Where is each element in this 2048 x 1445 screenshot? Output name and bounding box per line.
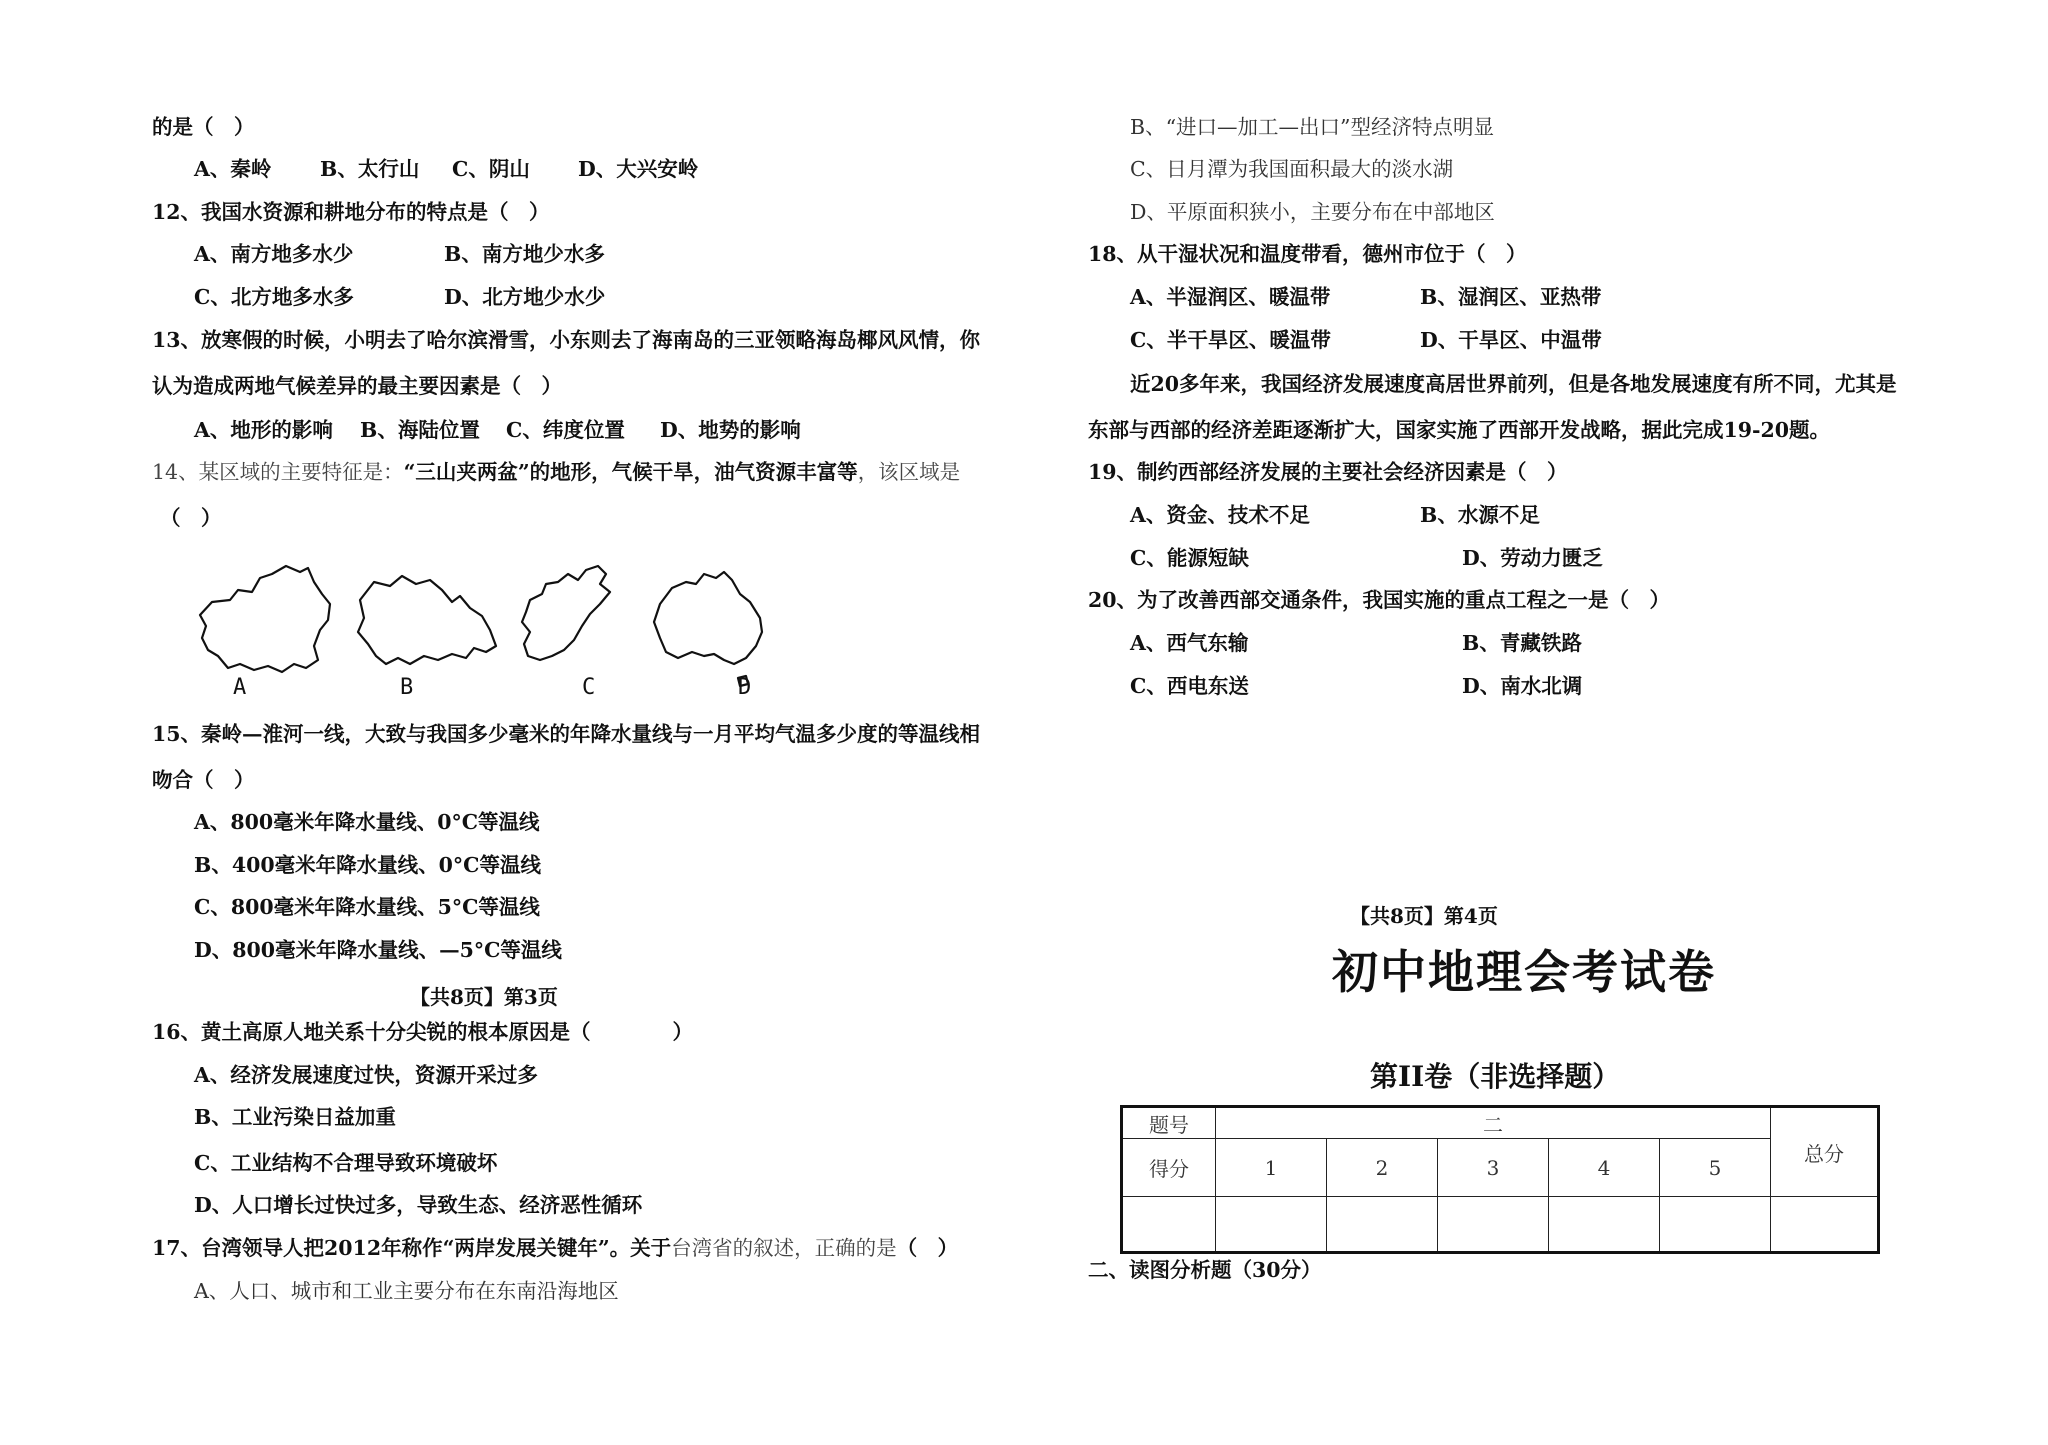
q15-option-c: C、800毫米年降水量线、5°C等温线 — [194, 895, 540, 919]
q19-option-b: B、水源不足 — [1420, 503, 1540, 527]
q20-option-b: B、青藏铁路 — [1462, 631, 1582, 655]
q17-option-b: B、“进口—加工—出口”型经济特点明显 — [1130, 115, 1495, 139]
q11-option-b: B、太行山 — [320, 157, 420, 181]
map-outline-d — [654, 572, 762, 686]
q16-option-b: B、工业污染日益加重 — [194, 1105, 396, 1129]
q11-option-a: A、秦岭 — [194, 157, 272, 181]
q13-option-c: C、纬度位置 — [506, 418, 625, 442]
q11-option-d: D、大兴安岭 — [578, 157, 699, 181]
q12-option-d: D、北方地少水少 — [444, 285, 606, 309]
map-outline-a — [200, 566, 330, 672]
q18-option-b: B、湿润区、亚热带 — [1420, 285, 1602, 309]
q16-option-d: D、人口增长过快过多，导致生态、经济恶性循环 — [194, 1193, 643, 1217]
q12-option-a: A、南方地多水少 — [194, 242, 354, 266]
q19-question: 19、制约西部经济发展的主要社会经济因素是（ ） — [1088, 460, 1568, 484]
table-cell-score-3 — [1438, 1197, 1549, 1253]
table-col-3: 3 — [1438, 1139, 1549, 1197]
table-section-number: 二 — [1216, 1107, 1771, 1139]
q15-line-1: 15、秦岭—淮河一线，大致与我国多少毫米的年降水量线与一月平均气温多少度的等温线相 — [152, 722, 981, 746]
q14-line-1 — [152, 458, 960, 486]
exam-title: 初中地理会考试卷 — [1332, 945, 1716, 999]
table-col-2: 2 — [1327, 1139, 1438, 1197]
q14-line-2: （ ） — [160, 506, 222, 530]
q13-option-a: A、地形的影响 — [194, 418, 333, 442]
q19-option-a: A、资金、技术不足 — [1130, 503, 1310, 527]
table-cell-score-4 — [1549, 1197, 1660, 1253]
q14-features: “三山夹两盆”的地形，气候干旱，油气资源丰富等 — [403, 460, 858, 484]
map-label-d: D — [738, 675, 752, 700]
q12-question: 12、我国水资源和耕地分布的特点是（ ） — [152, 200, 550, 224]
q17-middle: 台湾省的叙述，正确的是 — [671, 1236, 897, 1260]
q11-tail: 的是（ ） — [152, 115, 255, 139]
q15-option-b: B、400毫米年降水量线、0°C等温线 — [194, 853, 541, 877]
table-cell-score-1 — [1216, 1197, 1327, 1253]
q17-option-a: A、人口、城市和工业主要分布在东南沿海地区 — [194, 1279, 619, 1303]
map-outline-b — [358, 576, 496, 664]
q18-option-a: A、半湿润区、暖温带 — [1130, 285, 1331, 309]
q20-question: 20、为了改善西部交通条件，我国实施的重点工程之一是（ ） — [1088, 588, 1671, 612]
section-heading: 二、读图分析题（30分） — [1088, 1258, 1322, 1282]
table-header-label: 题号 — [1122, 1107, 1216, 1139]
page-footer-4: 【共8页】第4页 — [1350, 904, 1498, 928]
map-label-b: B — [400, 675, 414, 700]
q18-question: 18、从干湿状况和温度带看，德州市位于（ ） — [1088, 242, 1527, 266]
q16-option-c: C、工业结构不合理导致环境破坏 — [194, 1151, 498, 1175]
map-outline-c — [522, 566, 610, 660]
score-table — [1120, 1105, 1880, 1254]
q20-option-c: C、西电东送 — [1130, 674, 1249, 698]
part-title: 第II卷（非选择题） — [1370, 1060, 1621, 1093]
intro-line-2: 东部与西部的经济差距逐渐扩大，国家实施了西部开发战略，据此完成19-20题。 — [1088, 418, 1831, 442]
q12-option-b: B、南方地少水多 — [444, 242, 605, 266]
q12-option-c: C、北方地多水多 — [194, 285, 354, 309]
q17-question — [152, 1234, 958, 1262]
q16-option-a: A、经济发展速度过快，资源开采过多 — [194, 1063, 538, 1087]
q13-line-2: 认为造成两地气候差异的最主要因素是（ ） — [152, 374, 562, 398]
table-total-label: 总分 — [1771, 1107, 1879, 1197]
q13-option-d: D、地势的影响 — [660, 418, 801, 442]
q18-option-d: D、干旱区、中温带 — [1420, 328, 1602, 352]
q20-option-a: A、西气东输 — [1130, 631, 1249, 655]
table-col-4: 4 — [1549, 1139, 1660, 1197]
q14-suffix: ，该区域是 — [857, 460, 961, 484]
q13-option-b: B、海陆位置 — [360, 418, 480, 442]
q17-lead: 17、台湾领导人把2012年称作“两岸发展关键年”。关于 — [152, 1236, 672, 1260]
q19-option-d: D、劳动力匮乏 — [1462, 546, 1603, 570]
table-cell-total — [1771, 1197, 1879, 1253]
q11-option-c: C、阴山 — [452, 157, 530, 181]
table-cell-blank — [1122, 1197, 1216, 1253]
q15-option-a: A、800毫米年降水量线、0°C等温线 — [194, 810, 540, 834]
q15-option-d: D、800毫米年降水量线、—5°C等温线 — [194, 938, 562, 962]
q17-option-d: D、平原面积狭小，主要分布在中部地区 — [1130, 200, 1495, 224]
q17-tail: （ ） — [896, 1236, 959, 1260]
q18-option-c: C、半干旱区、暖温带 — [1130, 328, 1331, 352]
table-score-label: 得分 — [1122, 1139, 1216, 1197]
table-col-5: 5 — [1660, 1139, 1771, 1197]
q16-question: 16、黄土高原人地关系十分尖锐的根本原因是（ ） — [152, 1020, 694, 1044]
table-cell-score-2 — [1327, 1197, 1438, 1253]
intro-line-1: 近20多年来，我国经济发展速度高居世界前列，但是各地发展速度有所不同，尤其是 — [1130, 372, 1897, 396]
q20-option-d: D、南水北调 — [1462, 674, 1583, 698]
map-label-a: A — [233, 675, 247, 700]
table-cell-score-5 — [1660, 1197, 1771, 1253]
q14-prefix: 14、某区域的主要特征是： — [152, 460, 404, 484]
page-footer-3: 【共8页】第3页 — [410, 985, 558, 1009]
q19-option-c: C、能源短缺 — [1130, 546, 1249, 570]
q15-line-2: 吻合（ ） — [152, 768, 255, 792]
map-label-c: C — [582, 675, 596, 700]
table-col-1: 1 — [1216, 1139, 1327, 1197]
q17-option-c: C、日月潭为我国面积最大的淡水湖 — [1130, 157, 1454, 181]
q13-line-1: 13、放寒假的时候，小明去了哈尔滨滑雪，小东则去了海南岛的三亚领略海岛椰风风情，你 — [152, 328, 981, 352]
region-outline-maps — [190, 560, 810, 710]
